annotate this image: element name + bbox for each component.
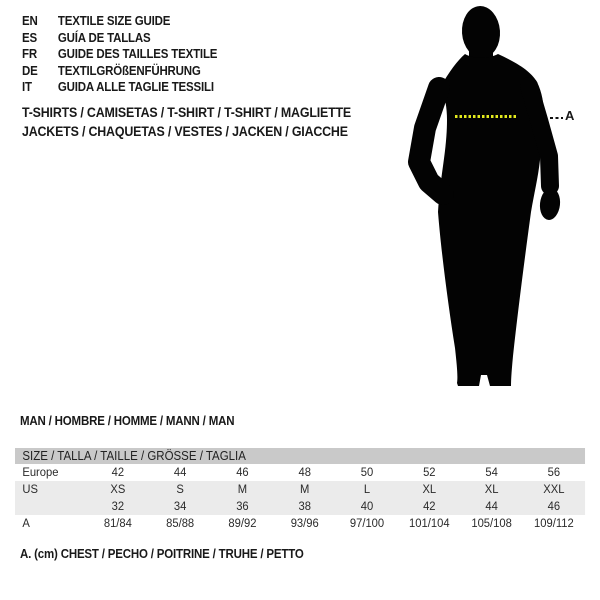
category-heading xyxy=(22,103,351,141)
language-code: IT xyxy=(22,80,32,94)
row-label: Europe xyxy=(22,465,59,479)
cell: 93/96 xyxy=(290,516,319,530)
cell: XS xyxy=(110,482,126,496)
cell: 32 xyxy=(111,499,125,513)
table-row-uk-numeric xyxy=(15,498,585,515)
cell: 52 xyxy=(423,465,436,479)
cell: 81/84 xyxy=(103,516,132,530)
row-label: A xyxy=(22,516,30,530)
cell: 56 xyxy=(547,465,561,479)
cell: 38 xyxy=(298,499,311,513)
cell: M xyxy=(300,482,310,496)
cell: 44 xyxy=(485,499,498,513)
cell: L xyxy=(363,482,371,496)
language-list xyxy=(22,13,217,96)
cell: 54 xyxy=(485,465,498,479)
category-line-jackets: JACKETS / CHAQUETAS / VESTES / JACKEN / GIACCHE xyxy=(22,124,348,139)
language-code: FR xyxy=(22,47,37,61)
language-label: TEXTILE SIZE GUIDE xyxy=(57,14,171,28)
cell: M xyxy=(237,482,248,496)
section-title-man: MAN / HOMBRE / HOMME / MANN / MAN xyxy=(20,414,235,428)
cell: 50 xyxy=(360,465,374,479)
language-row-it xyxy=(22,79,217,96)
language-code: ES xyxy=(22,30,37,45)
cell: 105/108 xyxy=(471,516,512,530)
language-row-en xyxy=(22,13,217,30)
language-label: GUIDE DES TAILLES TEXTILE xyxy=(57,47,218,61)
cell: XL xyxy=(422,482,437,496)
cell: 97/100 xyxy=(349,516,385,530)
cell: 89/92 xyxy=(228,516,257,530)
language-label: GUÍA DE TALLAS xyxy=(57,30,151,45)
cell: 42 xyxy=(111,465,125,479)
cell: 42 xyxy=(423,499,436,513)
cell: 36 xyxy=(236,499,249,513)
table-row-a-chest xyxy=(15,515,585,532)
cell: XL xyxy=(484,482,499,496)
cell: 109/112 xyxy=(534,516,574,530)
measure-a-label: A xyxy=(565,108,575,123)
category-line-tshirts: T-SHIRTS / CAMISETAS / T-SHIRT / T-SHIRT / MAGLIETTE xyxy=(22,105,352,120)
language-label: GUIDA ALLE TAGLIE TESSILI xyxy=(57,80,214,94)
cell: 46 xyxy=(547,499,561,513)
language-code: EN xyxy=(22,14,38,28)
cell: 40 xyxy=(360,499,374,513)
row-label: US xyxy=(22,482,38,496)
size-table xyxy=(15,448,585,532)
table-stripe-band xyxy=(15,481,585,515)
cell: 85/88 xyxy=(166,516,195,530)
table-row-us xyxy=(15,481,585,498)
language-row-es xyxy=(22,30,217,47)
cell: 34 xyxy=(173,499,187,513)
measurement-footnote: A. (cm) CHEST / PECHO / POITRINE / TRUHE / PETTO xyxy=(20,547,304,561)
cell: XXL xyxy=(543,482,565,496)
cell: 101/104 xyxy=(409,516,450,530)
size-table-header: SIZE / TALLA / TAILLE / GRÖSSE / TAGLIA xyxy=(15,448,585,464)
language-row-fr xyxy=(22,46,217,63)
cell: 48 xyxy=(298,465,311,479)
language-row-de xyxy=(22,63,217,80)
row-label xyxy=(15,498,87,515)
language-label: TEXTILGRÖßENFÜHRUNG xyxy=(57,63,201,78)
chest-measure-dashed-line xyxy=(455,115,517,118)
cell: 44 xyxy=(173,465,187,479)
table-row-europe xyxy=(15,464,585,481)
language-code: DE xyxy=(22,63,38,78)
measure-a-leader-line xyxy=(550,117,563,119)
cell: S xyxy=(176,482,184,496)
man-silhouette xyxy=(403,4,571,389)
cell: 46 xyxy=(236,465,249,479)
